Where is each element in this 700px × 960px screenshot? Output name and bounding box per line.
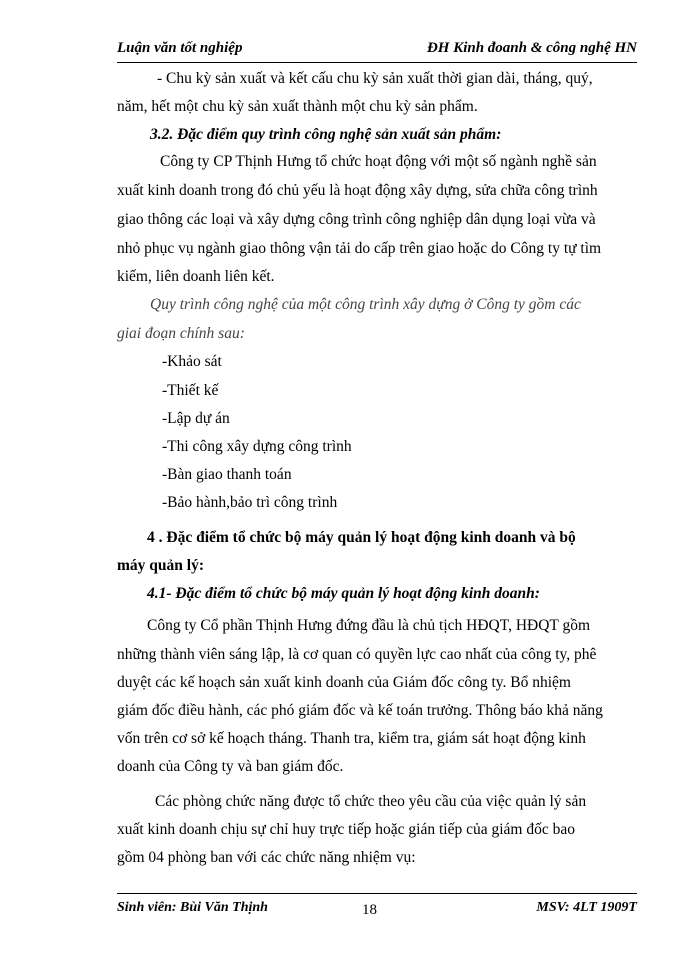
italic-line: Quy trình công nghệ của một công trình xây dựng ở Công ty gồm các [150, 296, 581, 313]
header-thesis-title: Luận văn tốt nghiệp [117, 40, 243, 56]
footer-divider [117, 893, 637, 894]
header-divider [117, 62, 637, 63]
body-line: xuất kinh doanh trong đó chủ yếu là hoạt động xây dựng, sửa chữa công trình [117, 182, 598, 199]
page-footer [117, 900, 637, 922]
section-heading-4: máy quản lý: [117, 557, 204, 574]
body-line: kiếm, liên doanh liên kết. [117, 268, 275, 285]
body-line: gồm 04 phòng ban với các chức năng nhiệm vụ: [117, 849, 416, 866]
process-step: -Lập dự án [162, 410, 230, 427]
page-header [117, 40, 637, 62]
section-heading-3-2: 3.2. Đặc điểm quy trình công nghệ sản xuất sản phẩm: [150, 126, 502, 143]
process-step: -Bàn giao thanh toán [162, 466, 292, 483]
body-line: Công ty Cổ phần Thịnh Hưng đứng đầu là chủ tịch HĐQT, HĐQT gồm [147, 617, 591, 634]
body-line: giám đốc điều hành, các phó giám đốc và kế toán trưởng. Thông báo khả năng [117, 702, 603, 719]
body-line: - Chu kỳ sản xuất và kết cấu chu kỳ sản xuất thời gian dài, tháng, quý, [157, 70, 593, 87]
body-line: năm, hết một chu kỳ sản xuất thành một chu kỳ sản phẩm. [117, 98, 478, 115]
body-line: Công ty CP Thịnh Hưng tổ chức hoạt động với một số ngành nghề sản [160, 153, 597, 170]
header-university: ĐH Kinh đoanh & công nghệ HN [426, 40, 637, 56]
italic-line: giai đoạn chính sau: [117, 325, 245, 342]
body-line: những thành viên sáng lập, là cơ quan có quyền lực cao nhất của công ty, phê [117, 646, 597, 663]
process-step: -Thi công xây dựng công trình [162, 438, 352, 455]
page-number: 18 [362, 902, 377, 918]
body-line: Các phòng chức năng được tổ chức theo yêu cầu của việc quản lý sản [155, 793, 587, 810]
body-line: doanh của Công ty và ban giám đốc. [117, 758, 344, 775]
process-step: -Thiết kế [162, 382, 219, 399]
process-step: -Khảo sát [162, 353, 222, 370]
process-step: -Bảo hành,bảo trì công trình [162, 494, 338, 511]
footer-student-id: MSV: 4LT 1909T [536, 900, 637, 915]
section-heading-4: 4 . Đặc điểm tổ chức bộ máy quản lý hoạt động kinh doanh và bộ [147, 529, 576, 546]
section-heading-4-1: 4.1- Đặc điểm tổ chức bộ máy quản lý hoạt động kinh doanh: [147, 585, 540, 602]
body-line: duyệt các kế hoạch sản xuất kinh doanh của Giám đốc công ty. Bổ nhiệm [117, 674, 571, 691]
body-line: xuất kinh doanh chịu sự chỉ huy trực tiếp hoặc gián tiếp của giám đốc bao [117, 821, 575, 838]
body-line: giao thông các loại và xây dựng công trình công nghiệp dân dụng loại vừa và [117, 211, 596, 228]
footer-student: Sinh viên: Bùi Văn Thịnh [117, 900, 268, 915]
body-line: vốn trên cơ sở kế hoạch tháng. Thanh tra, kiểm tra, giám sát hoạt động kinh [117, 730, 586, 747]
body-line: nhỏ phục vụ ngành giao thông vận tải do cấp trên giao hoặc do Công ty tự tìm [117, 240, 602, 257]
